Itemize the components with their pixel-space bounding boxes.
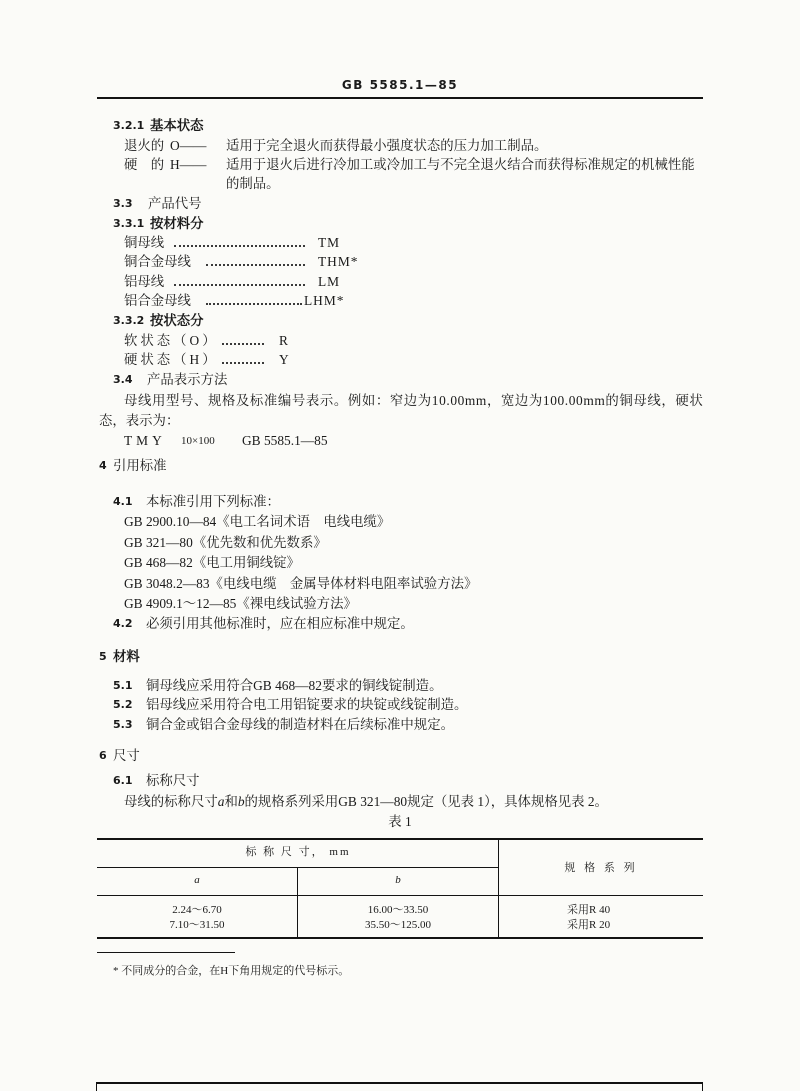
variable-a: a <box>217 794 225 809</box>
section-title: 材料 <box>113 649 140 664</box>
clause-number: 4.2 <box>113 617 133 630</box>
table-top-rule <box>97 838 703 840</box>
footnote-rule <box>97 952 235 953</box>
section-number: 5 <box>99 650 107 663</box>
clause-title: 按状态分 <box>150 313 204 328</box>
paragraph-line: 母线用型号、规格及标准编号表示。例如：窄边为10.00mm，宽边为100.00mm的铜母线，硬状 <box>124 393 704 408</box>
hard-code: H—— <box>170 157 207 172</box>
text-segment: 和 <box>224 794 238 809</box>
clause-number: 4.1 <box>113 495 133 508</box>
product-name: 铝母线 <box>124 274 165 289</box>
table-col-header-series: 规 格 系 列 <box>564 862 638 874</box>
annealed-code: O—— <box>170 138 207 153</box>
text-segment: 的规格系列采用GB 321—80规定（见表 1），具体规格见表 2。 <box>244 794 608 809</box>
reference-item: GB 321—80《优先数和优先数系》 <box>124 535 327 550</box>
dot-leader <box>174 245 305 247</box>
example-type-code: TMY <box>124 433 166 448</box>
reference-item: GB 3048.2—83《电线电缆 金属导体材料电阻率试验方法》 <box>124 576 478 591</box>
table-cell-b: 16.00～33.50 <box>367 904 429 916</box>
clause-title: 按材料分 <box>150 216 204 231</box>
product-code: THM* <box>318 254 359 269</box>
table-cell-b: 35.50～125.00 <box>365 919 431 931</box>
text-segment: 母线的标称尺寸 <box>124 794 218 809</box>
clause-number: 5.1 <box>113 679 133 692</box>
dot-leader <box>222 343 264 345</box>
section-title: 引用标准 <box>113 458 167 473</box>
product-name: 铝合金母线 <box>124 293 191 308</box>
section-number: 4 <box>99 459 107 472</box>
clause-text: 铝母线应采用符合电工用铝锭要求的块锭或线锭制造。 <box>146 697 468 712</box>
product-code: TM <box>318 235 341 250</box>
hard-description: 适用于退火后进行冷加工或冷加工与不完全退火结合而获得标准规定的机械性能 <box>226 157 695 172</box>
table-col-header-a: a <box>194 874 200 886</box>
variable-b: b <box>237 794 245 809</box>
standard-code-header: GB 5585.1—85 <box>341 78 459 92</box>
section-title: 尺寸 <box>113 748 140 763</box>
reference-item: GB 2900.10—84《电工名词术语 电线电缆》 <box>124 514 391 529</box>
clause-title: 基本状态 <box>150 118 204 133</box>
clause-number: 5.3 <box>113 718 133 731</box>
table-caption: 表 1 <box>388 814 412 829</box>
clause-number: 3.3.1 <box>113 217 145 230</box>
dot-leader <box>206 303 302 305</box>
clause-title: 产品表示方法 <box>147 372 228 387</box>
clause-text: 必须引用其他标准时，应在相应标准中规定。 <box>146 616 414 631</box>
annealed-description: 适用于完全退火而获得最小强度状态的压力加工制品。 <box>226 138 548 153</box>
table-cell-a: 7.10～31.50 <box>169 919 225 931</box>
clause-text: 铜合金或铝合金母线的制造材料在后续标准中规定。 <box>146 717 454 732</box>
dot-leader <box>206 264 305 266</box>
clause-title: 产品代号 <box>148 196 202 211</box>
example-standard: GB 5585.1—85 <box>242 433 328 448</box>
reference-item: GB 4909.1～12—85《裸电线试验方法》 <box>124 596 357 611</box>
table-header-rule <box>97 895 703 896</box>
clause-text: 本标准引用下列标准： <box>146 494 280 509</box>
clause-title: 标称尺寸 <box>146 773 200 788</box>
page-frame-edge <box>96 1082 703 1091</box>
product-name: 铜母线 <box>124 235 165 250</box>
clause-text <box>124 794 608 810</box>
example-size: 10×100 <box>181 435 215 447</box>
clause-text: 铜母线应采用符合GB 468—82要求的铜线锭制造。 <box>146 678 443 693</box>
dot-leader <box>222 362 264 364</box>
header-rule <box>97 97 703 99</box>
clause-number: 3.3.2 <box>113 314 145 327</box>
table-cell-series: 采用R 20 <box>567 919 611 931</box>
state-name: 软状态（O） <box>124 333 219 348</box>
product-code: LM <box>318 274 341 289</box>
clause-number: 6.1 <box>113 774 133 787</box>
clause-number: 5.2 <box>113 698 133 711</box>
table-group-rule <box>97 867 499 868</box>
table-cell-series: 采用R 40 <box>567 904 611 916</box>
product-name: 铜合金母线 <box>124 254 191 269</box>
reference-item: GB 468—82《电工用铜线锭》 <box>124 555 300 570</box>
clause-number: 3.2.1 <box>113 119 145 132</box>
state-code: Y <box>279 352 289 367</box>
table-cell-a: 2.24～6.70 <box>172 904 222 916</box>
hard-label: 硬 的 <box>124 157 165 172</box>
annealed-label: 退火的 <box>124 138 165 153</box>
state-name: 硬状态（H） <box>124 352 219 367</box>
hard-description-continued: 的制品。 <box>226 176 280 191</box>
footnote-text: * 不同成分的合金，在H下角用规定的代号标示。 <box>113 965 350 977</box>
table-col-header-b: b <box>395 874 401 886</box>
table-group-header: 标 称 尺 寸， mm <box>245 846 351 858</box>
section-number: 6 <box>99 749 107 762</box>
clause-number: 3.3 <box>113 197 133 210</box>
paragraph-line: 态，表示为： <box>99 413 180 428</box>
table-bottom-rule <box>97 937 703 939</box>
state-code: R <box>279 333 288 348</box>
product-code: LHM* <box>304 293 345 308</box>
dot-leader <box>174 284 305 286</box>
clause-number: 3.4 <box>113 373 133 386</box>
